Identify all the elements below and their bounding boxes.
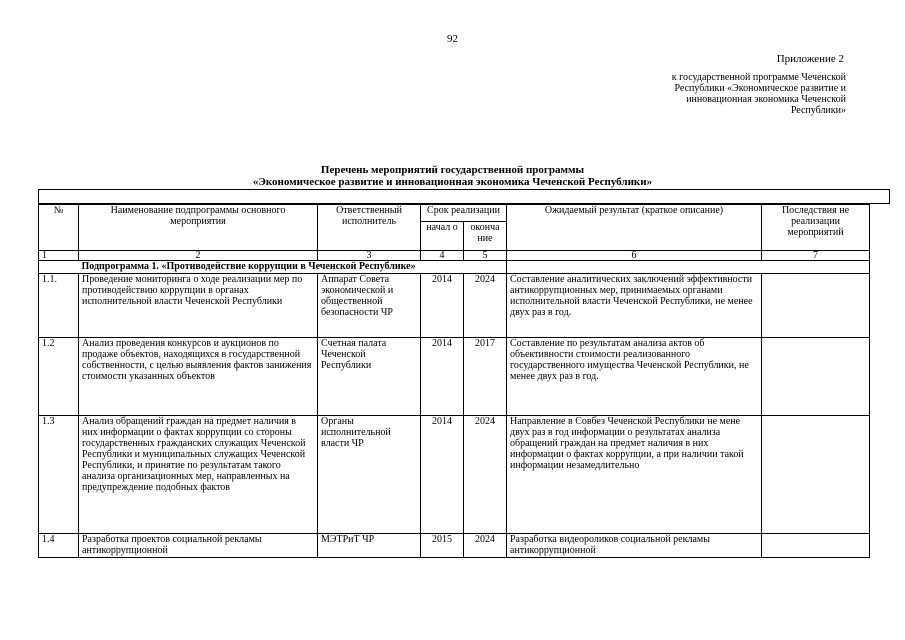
column-number: 5: [464, 251, 507, 261]
row-name: Проведение мониторинга о ходе реализации мер по противодействию коррупции в органах исполнительной власти Чеченской Республики: [79, 274, 318, 338]
row-name: Разработка проектов социальной рекламы антикоррупционной: [79, 534, 318, 558]
header-consequences: Последствия не реализации мероприятий: [762, 205, 870, 251]
row-end: 2024: [464, 416, 507, 534]
row-name: Анализ обращений граждан на предмет наличия в них информации о фактах коррупции со стороны государственных гражданских служащих Чеченской Республики и муниципальных служащих Чеченской Республики, и принятие по результатам такого анализа организационных мер, направленных на предупреждение подобных фактов: [79, 416, 318, 534]
row-consequences: [762, 534, 870, 558]
subprogram-title: Подпрограмма 1. «Противодействие коррупции в Чеченской Республике»: [79, 261, 507, 274]
column-numbers-row: [39, 251, 870, 261]
document-title-line: Перечень мероприятий государственной программы: [320, 164, 585, 176]
measures-table: [38, 204, 870, 558]
column-number: 3: [318, 251, 421, 261]
header-term: Срок реализации: [421, 205, 507, 222]
row-start: 2014: [421, 274, 464, 338]
header-row: [39, 205, 870, 222]
appendix-line: Республики «Экономическое развитие и: [674, 83, 846, 94]
table-row: [39, 338, 870, 416]
row-result: Направление в Совбез Чеченской Республики не мене двух раз в год информации о результатах анализа обращений граждан на предмет наличия в них информации о фактах коррупции, а при наличии такой информации незамедлительно: [507, 416, 762, 534]
row-end: 2017: [464, 338, 507, 416]
row-num: 1.1.: [39, 274, 79, 338]
row-executor: Аппарат Совета экономической и общественной безопасности ЧР: [318, 274, 421, 338]
document-title-line: «Экономическое развитие и инновационная экономика Чеченской Республики»: [252, 176, 653, 188]
appendix-line: Республики»: [790, 105, 846, 116]
table-row: [39, 416, 870, 534]
row-name: Анализ проведения конкурсов и аукционов по продаже объектов, находящихся в государственной собственности, с целью выявления фактов занижения стоимости указанных объектов: [79, 338, 318, 416]
column-number: 2: [79, 251, 318, 261]
header-result: Ожидаемый результат (краткое описание): [507, 205, 762, 251]
row-consequences: [762, 338, 870, 416]
row-executor: Счетная палата Чеченской Республики: [318, 338, 421, 416]
row-start: 2015: [421, 534, 464, 558]
table-top-bar: [38, 189, 890, 204]
appendix-description: [600, 72, 846, 116]
header-end: оконча ние: [464, 222, 507, 251]
subprogram-row: [39, 261, 870, 274]
row-num: 1.4: [39, 534, 79, 558]
page-number: 92: [447, 33, 458, 45]
header-start: начал о: [421, 222, 464, 251]
row-consequences: [762, 274, 870, 338]
row-executor: МЭТРиТ ЧР: [318, 534, 421, 558]
table-row: [39, 534, 870, 558]
table-row: [39, 274, 870, 338]
header-executor: Ответственный исполнитель: [318, 205, 421, 251]
document-title: [0, 164, 905, 188]
header-name: Наименование подпрограммы основного мероприятия: [79, 205, 318, 251]
appendix-title: Приложение 2: [776, 53, 844, 65]
row-num: 1.2: [39, 338, 79, 416]
row-result: Разработка видеороликов социальной рекламы антикоррупционной: [507, 534, 762, 558]
row-executor: Органы исполнительной власти ЧР: [318, 416, 421, 534]
row-result: Составление по результатам анализа актов об объективности стоимости реализованного государственного имущества Чеченской Республики, не менее двух раз в год.: [507, 338, 762, 416]
row-start: 2014: [421, 416, 464, 534]
row-num: 1.3: [39, 416, 79, 534]
column-number: 7: [762, 251, 870, 261]
row-consequences: [762, 416, 870, 534]
column-number: 6: [507, 251, 762, 261]
appendix-line: к государственной программе Чеченской: [671, 72, 846, 83]
row-result: Составление аналитических заключений эффективности антикоррупционных мер, принимаемых органами исполнительной власти Чеченской Республики, не менее двух раз в год.: [507, 274, 762, 338]
column-number: 1: [39, 251, 79, 261]
row-end: 2024: [464, 534, 507, 558]
row-start: 2014: [421, 338, 464, 416]
header-num: №: [39, 205, 79, 251]
appendix-line: инновационная экономика Чеченской: [686, 94, 846, 105]
row-end: 2024: [464, 274, 507, 338]
column-number: 4: [421, 251, 464, 261]
